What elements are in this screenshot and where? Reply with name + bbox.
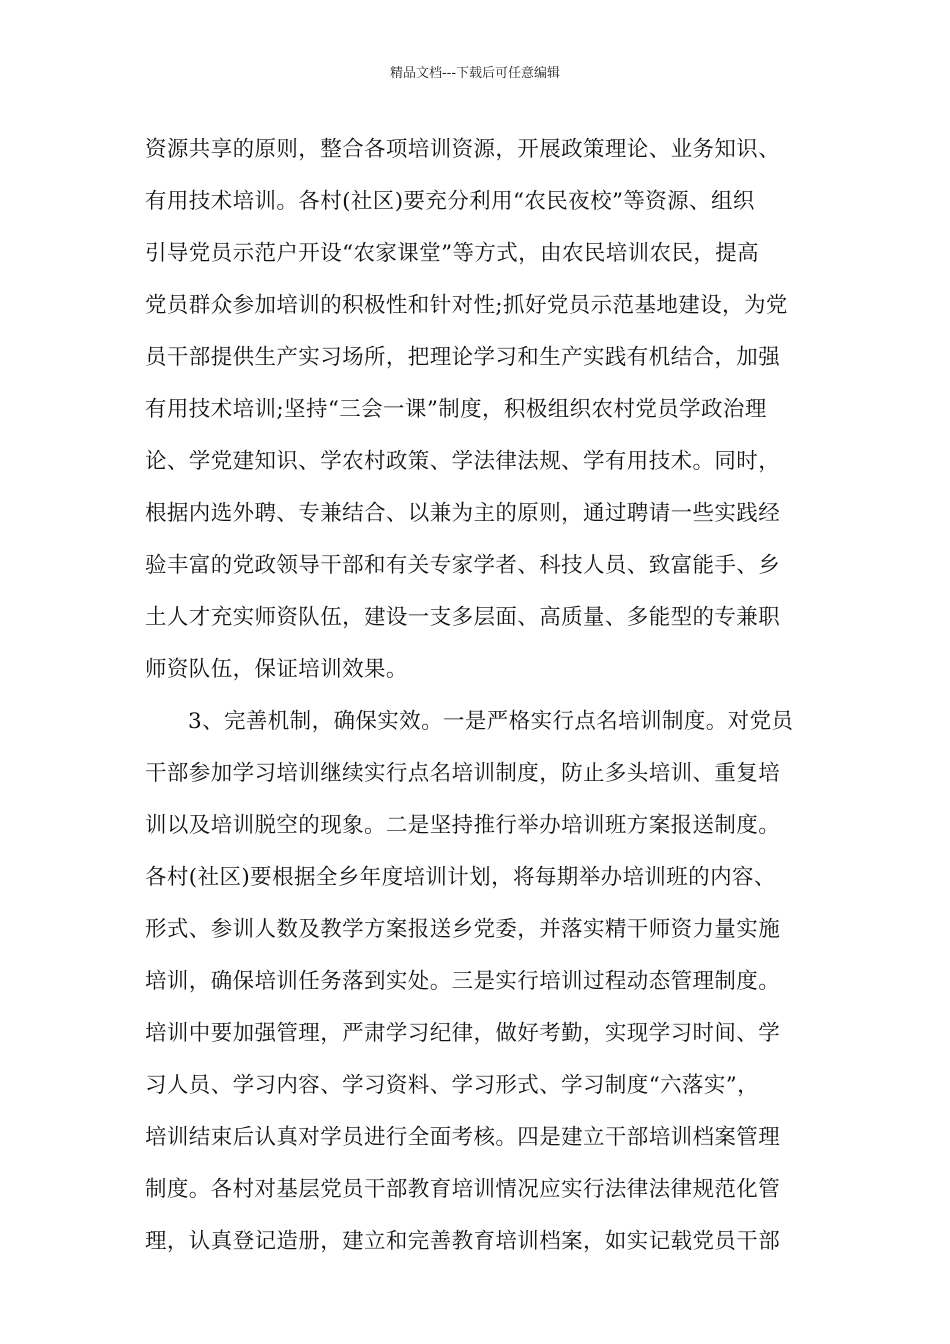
text-line: 有用技术培训;坚持“三会一课”制度，积极组织农村党员学政治理 <box>145 397 767 422</box>
text-line: 根据内选外聘、专兼结合、以兼为主的原则，通过聘请一些实践经 <box>145 501 781 526</box>
text-line: 引导党员示范户开设“农家课堂”等方式，由农民培训农民，提高 <box>145 241 760 266</box>
paragraph-1 <box>145 124 815 696</box>
text-line: 论、学党建知识、学农村政策、学法律法规、学有用技术。同时， <box>145 449 781 474</box>
text-line: 习人员、学习内容、学习资料、学习形式、学习制度“六落实”， <box>145 1073 760 1098</box>
paragraph-2 <box>145 696 815 1268</box>
document-body <box>145 124 815 1268</box>
text-line: 训以及培训脱空的现象。二是坚持推行举办培训班方案报送制度。 <box>145 813 781 838</box>
text-line: 培训中要加强管理，严肃学习纪律，做好考勤，实现学习时间、学 <box>145 1021 781 1046</box>
text-line: 培训，确保培训任务落到实处。三是实行培训过程动态管理制度。 <box>145 969 781 994</box>
text-line: 各村(社区)要根据全乡年度培训计划，将每期举办培训班的内容、 <box>145 865 776 890</box>
text-line: 员干部提供生产实习场所，把理论学习和生产实践有机结合，加强 <box>145 345 781 370</box>
text-line: 验丰富的党政领导干部和有关专家学者、科技人员、致富能手、乡 <box>145 553 781 578</box>
text-line: 干部参加学习培训继续实行点名培训制度，防止多头培训、重复培 <box>145 761 781 786</box>
text-line: 有用技术培训。各村(社区)要充分利用“农民夜校”等资源、组织 <box>145 189 755 214</box>
text-line: 党员群众参加培训的积极性和针对性;抓好党员示范基地建设，为党 <box>145 293 788 318</box>
text-line: 土人才充实师资队伍，建设一支多层面、高质量、多能型的专兼职 <box>145 605 781 630</box>
text-line: 理，认真登记造册，建立和完善教育培训档案，如实记载党员干部 <box>145 1229 781 1254</box>
page-header: 精品文档---下载后可任意编辑 <box>389 66 561 81</box>
text-line: 制度。各村对基层党员干部教育培训情况应实行法律法律规范化管 <box>145 1177 781 1202</box>
text-line: 形式、参训人数及教学方案报送乡党委，并落实精干师资力量实施 <box>145 917 781 942</box>
text-line: 师资队伍，保证培训效果。 <box>145 657 408 682</box>
text-line-indented: 3、完善机制，确保实效。一是严格实行点名培训制度。对党员 <box>188 709 794 734</box>
text-line: 培训结束后认真对学员进行全面考核。四是建立干部培训档案管理 <box>145 1125 781 1150</box>
text-line: 资源共享的原则，整合各项培训资源，开展政策理论、业务知识、 <box>145 137 781 162</box>
